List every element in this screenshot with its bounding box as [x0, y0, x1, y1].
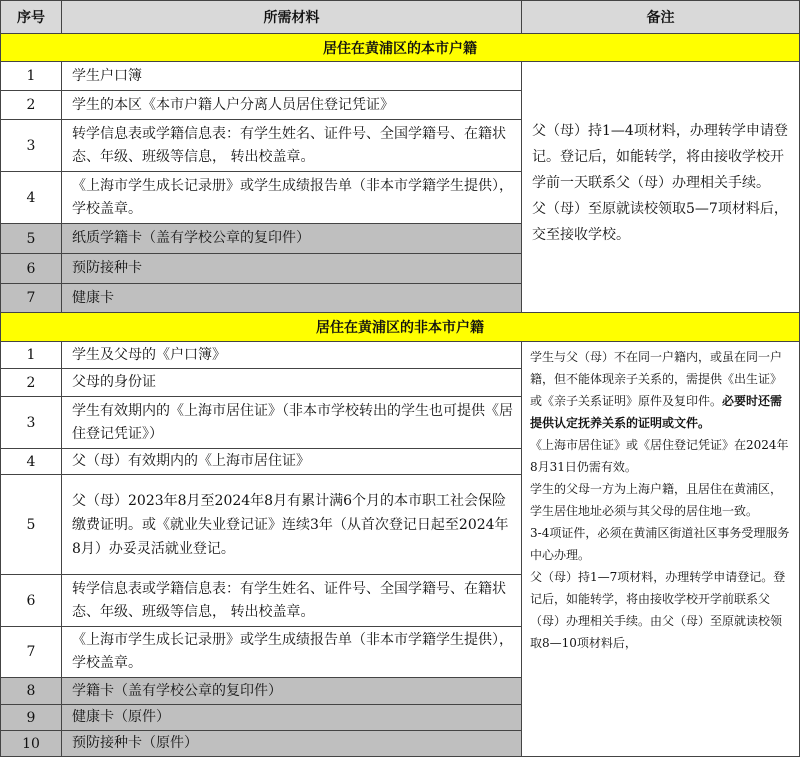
- row-number: 4: [0, 172, 62, 224]
- note-paragraph: 父（母）持1—4项材料，办理转学申请登记。登记后，如能转学，将由接收学校开学前一天联系父（母）办理相关手续。: [532, 123, 788, 191]
- material-item: 学籍卡（盖有学校公章的复印件）: [62, 678, 522, 705]
- material-item: 学生的本区《本市户籍人户分离人员居住登记凭证》: [62, 91, 522, 120]
- note-paragraph: 学生的父母一方为上海户籍，且居住在黄浦区，学生居住地址必须与其父母的居住地一致。: [530, 482, 783, 518]
- row-number: 9: [0, 705, 62, 731]
- material-item: 学生有效期内的《上海市居住证》（非本市学校转出的学生也可提供《居住登记凭证》）: [62, 397, 522, 449]
- row-number: 5: [0, 475, 62, 575]
- material-item: 《上海市学生成长记录册》或学生成绩报告单（非本市学籍学生提供），学校盖章。: [62, 627, 522, 678]
- note-text: 学生与父（母）不在同一户籍内，或虽在同一户籍，但不能体现亲子关系的，需提供《出生证》或《亲子关系证明》原件及复印件。: [530, 350, 783, 408]
- material-item: 健康卡（原件）: [62, 705, 522, 731]
- note-paragraph: 父（母）至原就读校领取5—7项材料后，交至接收学校。: [532, 201, 788, 243]
- header-materials: 所需材料: [62, 0, 522, 34]
- note-paragraph: 父（母）持1—7项材料，办理转学申请登记。登记后，如能转学，将由接收学校开学前联系父（母）办理相关手续。由父（母）至原就读校领取8—10项材料后，: [530, 570, 786, 650]
- note-paragraph: 3-4项证件，必须在黄浦区街道社区事务受理服务中心办理。: [530, 526, 790, 562]
- material-item: 父（母）有效期内的《上海市居住证》: [62, 449, 522, 475]
- material-item: 健康卡: [62, 284, 522, 313]
- row-number: 1: [0, 62, 62, 91]
- material-item: 转学信息表或学籍信息表：有学生姓名、证件号、全国学籍号、在籍状态、年级、班级等信息， 转出校盖章。: [62, 120, 522, 172]
- material-item: 转学信息表或学籍信息表：有学生姓名、证件号、全国学籍号、在籍状态、年级、班级等信息， 转出校盖章。: [62, 575, 522, 627]
- material-item: 预防接种卡（原件）: [62, 731, 522, 757]
- section-title-local-household: 居住在黄浦区的本市户籍: [0, 34, 800, 62]
- header-notes: 备注: [522, 0, 800, 34]
- row-number: 1: [0, 342, 62, 369]
- note-paragraph: [530, 346, 793, 434]
- note-local-household: [522, 62, 800, 313]
- row-number: 6: [0, 254, 62, 284]
- row-number: 5: [0, 224, 62, 254]
- row-number: 6: [0, 575, 62, 627]
- row-number: 3: [0, 397, 62, 449]
- note-nonlocal-household: [522, 342, 800, 757]
- section-title-nonlocal-household: 居住在黄浦区的非本市户籍: [0, 313, 800, 342]
- note-bold-text: 必要时还需提供认定抚养关系的证明或文件。: [530, 394, 783, 430]
- material-item: 学生户口簿: [62, 62, 522, 91]
- row-number: 2: [0, 369, 62, 397]
- row-number: 7: [0, 627, 62, 678]
- material-item: 纸质学籍卡（盖有学校公章的复印件）: [62, 224, 522, 254]
- material-item: 父母的身份证: [62, 369, 522, 397]
- row-number: 10: [0, 731, 62, 757]
- material-item: 学生及父母的《户口簿》: [62, 342, 522, 369]
- row-number: 2: [0, 91, 62, 120]
- row-number: 8: [0, 678, 62, 705]
- material-item: 父（母）2023年8月至2024年8月有累计满6个月的本市职工社会保险缴费证明。或《就业失业登记证》连续3年（从首次登记日起至2024年8月）办妥灵活就业登记。: [62, 475, 522, 575]
- row-number: 7: [0, 284, 62, 313]
- row-number: 4: [0, 449, 62, 475]
- material-item: 预防接种卡: [62, 254, 522, 284]
- note-paragraph: 《上海市居住证》或《居住登记凭证》在2024年8月31日仍需有效。: [530, 438, 789, 474]
- material-item: 《上海市学生成长记录册》或学生成绩报告单（非本市学籍学生提供），学校盖章。: [62, 172, 522, 224]
- header-number: 序号: [0, 0, 62, 34]
- row-number: 3: [0, 120, 62, 172]
